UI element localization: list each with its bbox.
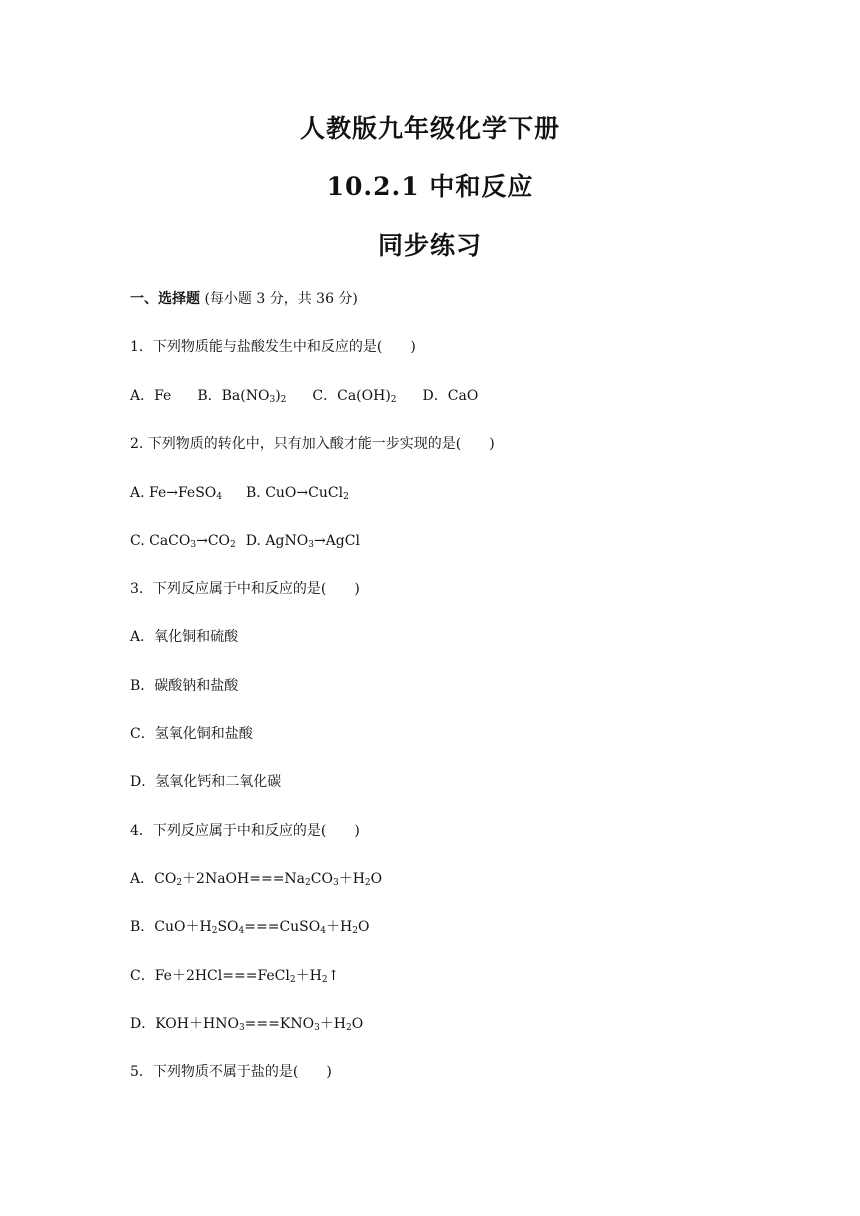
q2-stem: 2. 下列物质的转化中，只有加入酸才能一步实现的是( ) (130, 436, 495, 452)
q3-stem: 3．下列反应属于中和反应的是( ) (130, 581, 360, 597)
q1-option-a: A．Fe (130, 388, 172, 404)
q3-option-a: A．氧化铜和硫酸 (130, 629, 239, 645)
doc-subtitle-practice: 同步练习 (377, 231, 482, 260)
section-note: (每小题 3 分，共 36 分) (204, 291, 358, 307)
doc-title: 人教版九年级化学下册 (299, 114, 560, 143)
q5-stem: 5．下列物质不属于盐的是( ) (130, 1064, 332, 1080)
q4-option-c: C．$Fe+2HCl===FeCl_2+H_2↑$ (130, 968, 340, 985)
q1-option-d: D．CaO (422, 388, 479, 404)
q2-option-a: A. Fe→FeSO$_4$ (130, 485, 223, 502)
q1-option-b: B．$Ba(NO_3)_2$ (197, 388, 287, 405)
doc-subtitle-lesson: 10.2.1 中和反应 (326, 172, 534, 201)
section-heading (130, 289, 358, 309)
q3-option-c: C．氢氧化铜和盐酸 (130, 726, 253, 742)
q3-option-d: D．氢氧化钙和二氧化碳 (130, 774, 282, 790)
q2-options-ab (130, 483, 349, 503)
q4-option-b: B．$CuO+H_2SO_4===CuSO_4+H_2O$ (130, 919, 370, 936)
q2-option-c: C. $CaCO_3\to CO_2$ (130, 533, 236, 550)
q4-option-a: A．$CO_2+2NaOH===Na_2CO_3+H_2O$ (130, 871, 383, 888)
q1-stem: 1．下列物质能与盐酸发生中和反应的是( ) (130, 339, 416, 355)
q1-options (130, 386, 478, 406)
q4-stem: 4．下列反应属于中和反应的是( ) (130, 823, 360, 839)
q3-option-b: B．碳酸钠和盐酸 (130, 678, 239, 694)
q2-options-cd (130, 531, 360, 551)
section-title: 一、选择题 (130, 291, 200, 307)
q1-option-c: C．$Ca(OH)_2$ (312, 388, 397, 405)
q4-option-d: D．$KOH+HNO_3===KNO_3+H_2O$ (130, 1016, 364, 1033)
q2-option-b: B. CuO→CuCl$_2$ (246, 485, 349, 502)
q2-option-d: D. AgNO$_3$→AgCl (245, 533, 360, 550)
